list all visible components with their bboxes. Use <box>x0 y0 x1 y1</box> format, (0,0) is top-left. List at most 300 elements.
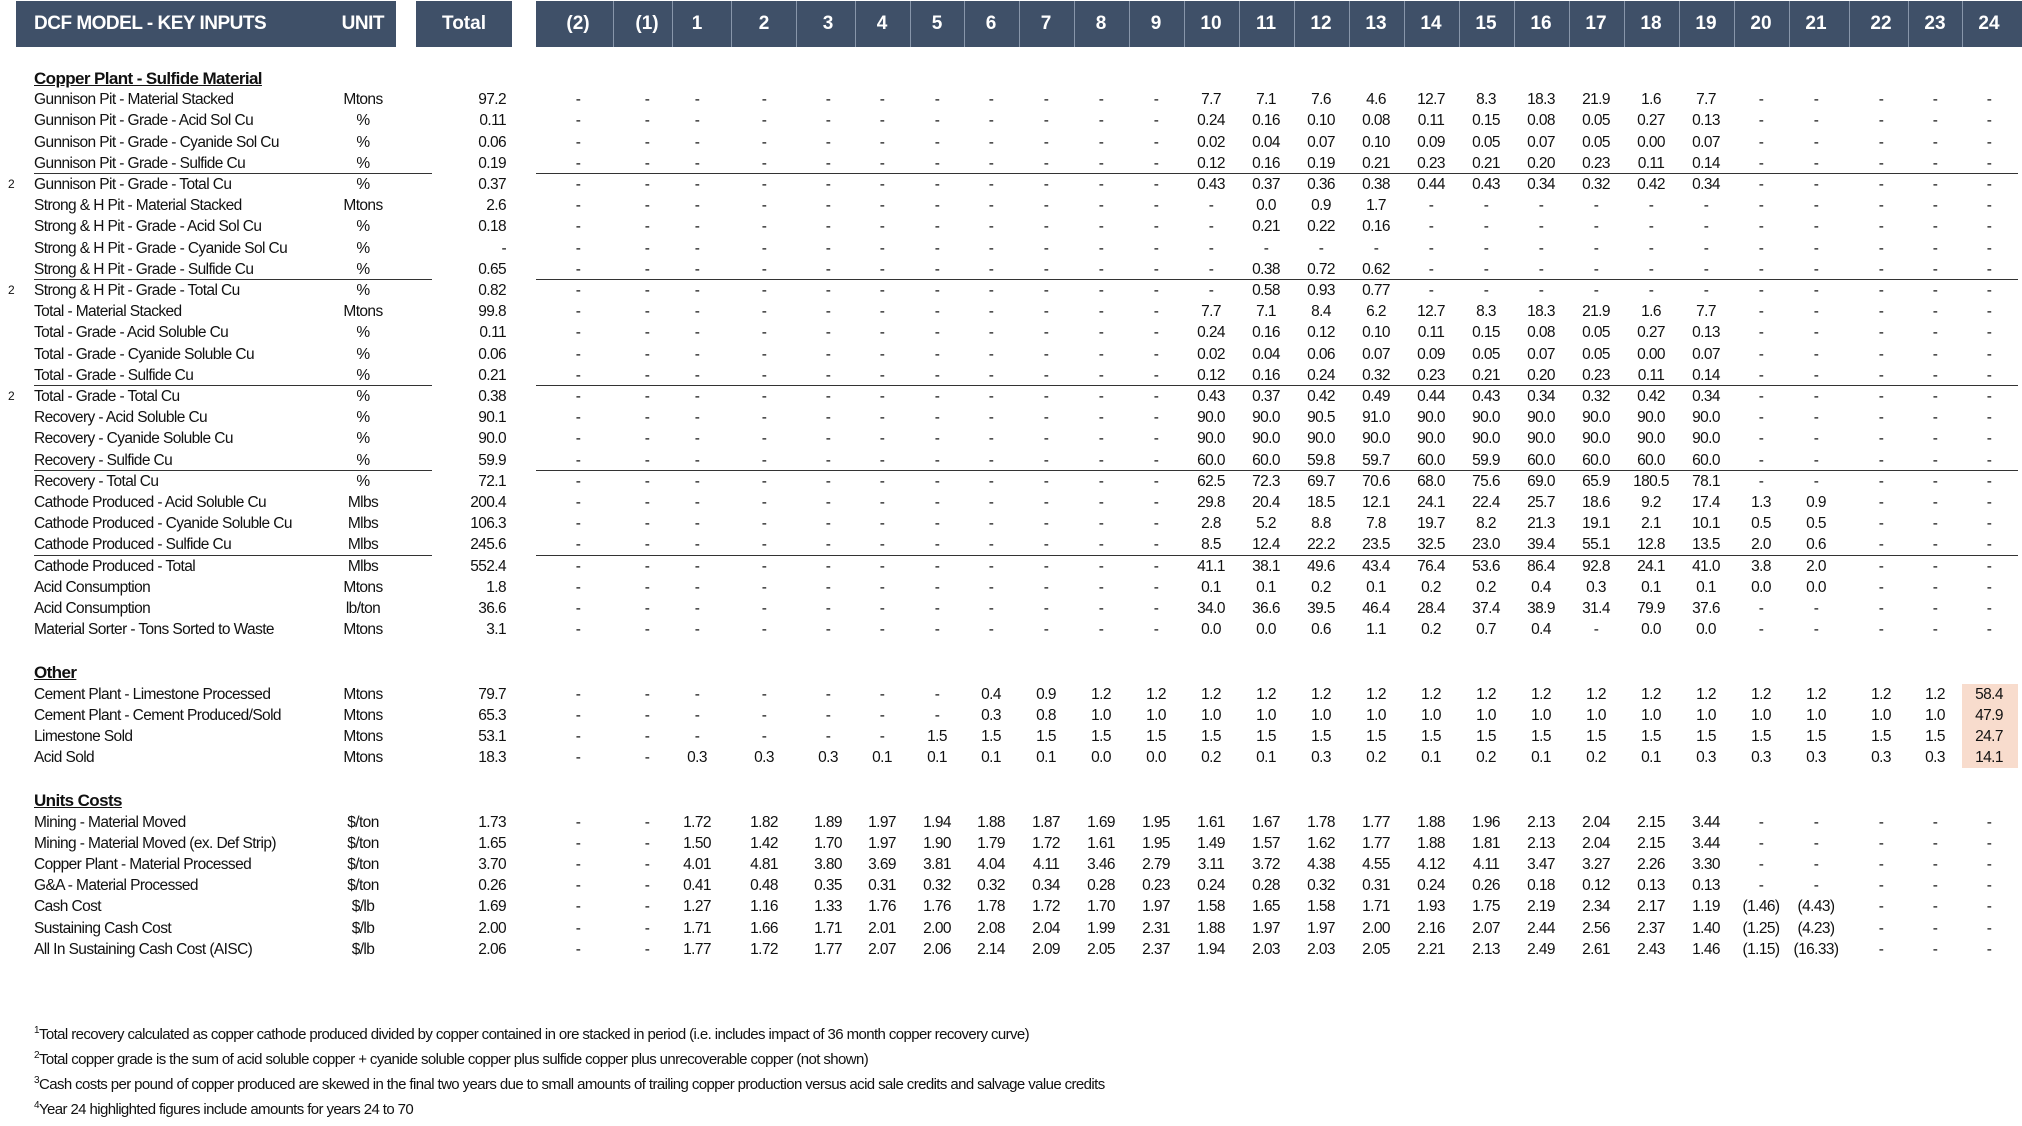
row-unit: % <box>356 451 370 469</box>
value-cell: 3.30 <box>1692 856 1720 873</box>
value-cell: - <box>825 621 831 639</box>
value-cell: - <box>879 621 885 639</box>
value-cell: 37.6 <box>1692 600 1720 617</box>
value-cell: - <box>1043 621 1049 639</box>
value-cell: 0.1 <box>1641 749 1661 767</box>
value-cell: 2.13 <box>1527 834 1555 852</box>
value-cell: - <box>1593 260 1599 278</box>
year-header-cell: 10 <box>1200 13 1222 34</box>
value-cell: - <box>1986 112 1992 130</box>
value-cell: 0.09 <box>1417 345 1445 363</box>
value-cell: - <box>1758 282 1764 299</box>
value-cell: - <box>761 494 767 511</box>
value-cell: 0.2 <box>1201 749 1221 767</box>
header-separator <box>1679 1 1680 47</box>
value-cell: - <box>761 239 767 257</box>
value-cell: - <box>1428 239 1434 257</box>
value-cell: 1.70 <box>1087 898 1115 916</box>
value-cell: 0.58 <box>1252 282 1280 299</box>
value-cell: 1.70 <box>814 834 842 852</box>
value-cell: - <box>1098 176 1104 193</box>
value-cell: - <box>1813 366 1819 384</box>
value-cell: - <box>988 218 994 236</box>
value-cell: 0.10 <box>1362 133 1390 151</box>
value-cell: - <box>1758 877 1764 895</box>
row-unit: Mtons <box>343 91 383 109</box>
value-cell: - <box>934 154 940 172</box>
value-cell: 2.05 <box>1087 940 1115 958</box>
footnote-text: Year 24 highlighted figures include amounts for years 24 to 70 <box>38 1101 414 1118</box>
row-total: 0.06 <box>478 133 506 151</box>
value-cell: 1.5 <box>1421 728 1441 745</box>
row-label: Gunnison Pit - Grade - Cyanide Sol Cu <box>34 133 279 151</box>
year-header-cell: 5 <box>931 13 943 34</box>
value-cell: - <box>575 112 581 130</box>
value-cell: 1.5 <box>1586 728 1606 745</box>
row-unit: lb/ton <box>345 600 381 617</box>
value-cell: - <box>644 133 650 151</box>
row-label: Total - Grade - Total Cu <box>34 388 180 405</box>
value-cell: - <box>1153 260 1159 278</box>
value-cell: 0.43 <box>1197 176 1225 193</box>
value-cell: - <box>694 218 700 236</box>
value-cell: - <box>1932 940 1938 958</box>
value-cell: 12.4 <box>1252 536 1280 554</box>
row-unit: Mtons <box>343 685 383 703</box>
value-cell: 0.1 <box>1641 578 1661 596</box>
value-cell: 1.77 <box>1362 813 1390 831</box>
value-cell: 4.11 <box>1032 856 1060 873</box>
value-cell: 2.14 <box>977 940 1005 958</box>
value-cell: - <box>1758 197 1764 215</box>
header-separator <box>1624 1 1625 47</box>
table-row <box>0 726 2022 747</box>
table-row <box>0 110 2022 131</box>
value-cell: 0.15 <box>1472 324 1500 342</box>
value-cell: - <box>879 451 885 469</box>
table-row <box>0 301 2022 322</box>
value-cell: 1.95 <box>1142 834 1170 852</box>
footnote-marker: 2 <box>8 177 15 191</box>
row-label: Total - Grade - Cyanide Soluble Cu <box>34 345 254 363</box>
value-cell: 1.2 <box>1806 685 1826 703</box>
value-cell: 53.6 <box>1472 557 1500 575</box>
value-cell: 0.12 <box>1582 877 1610 895</box>
value-cell: 0.02 <box>1197 345 1225 363</box>
value-cell: 2.37 <box>1637 919 1665 937</box>
value-cell: - <box>825 728 831 745</box>
value-cell: 90.0 <box>1637 409 1665 427</box>
year-header-cell: 9 <box>1150 13 1162 34</box>
value-cell: 2.44 <box>1527 919 1555 937</box>
value-cell: - <box>1932 856 1938 873</box>
value-cell: - <box>1878 621 1884 639</box>
value-cell: 1.76 <box>868 898 896 916</box>
value-cell: 0.20 <box>1527 154 1555 172</box>
value-cell: 1.2 <box>1421 685 1441 703</box>
value-cell: - <box>825 303 831 321</box>
value-cell: - <box>1098 600 1104 617</box>
value-cell: - <box>1153 621 1159 639</box>
value-cell: 2.15 <box>1637 813 1665 831</box>
value-cell: - <box>761 430 767 448</box>
value-cell: 1.77 <box>683 940 711 958</box>
value-cell: 0.32 <box>1582 176 1610 193</box>
header-title-bar <box>16 1 396 47</box>
value-cell: - <box>761 621 767 639</box>
value-cell: - <box>934 409 940 427</box>
value-cell: 1.5 <box>1531 728 1551 745</box>
value-cell: 0.24 <box>1417 877 1445 895</box>
row-unit: % <box>356 324 370 342</box>
table-row <box>0 556 2022 577</box>
value-cell: 0.3 <box>687 749 707 767</box>
value-cell: - <box>1932 898 1938 916</box>
value-cell: - <box>825 409 831 427</box>
row-total: 36.6 <box>478 600 506 617</box>
value-cell: - <box>1758 154 1764 172</box>
value-cell: - <box>1043 536 1049 554</box>
value-cell: 12.1 <box>1362 494 1390 511</box>
value-cell: 1.0 <box>1201 706 1221 724</box>
value-cell: - <box>1263 239 1269 257</box>
value-cell: - <box>934 239 940 257</box>
value-cell: 13.5 <box>1692 536 1720 554</box>
value-cell: 5.2 <box>1256 515 1276 533</box>
value-cell: - <box>825 578 831 596</box>
value-cell: - <box>1986 515 1992 533</box>
value-cell: 19.7 <box>1417 515 1445 533</box>
value-cell: - <box>879 600 885 617</box>
value-cell: - <box>1813 133 1819 151</box>
value-cell: - <box>1208 218 1214 236</box>
value-cell: 0.05 <box>1582 112 1610 130</box>
value-cell: - <box>1043 472 1049 490</box>
row-total: 0.26 <box>478 877 506 895</box>
value-cell: - <box>1758 133 1764 151</box>
table-row <box>0 492 2022 513</box>
value-cell: 1.94 <box>923 813 951 831</box>
value-cell: 0.8 <box>1036 706 1056 724</box>
value-cell: 4.11 <box>1472 856 1500 873</box>
value-cell: 2.08 <box>977 919 1005 937</box>
value-cell: - <box>1153 451 1159 469</box>
value-cell: 24.1 <box>1417 494 1445 511</box>
value-cell: - <box>1758 472 1764 490</box>
value-cell: 38.9 <box>1527 600 1555 617</box>
value-cell: - <box>575 218 581 236</box>
value-cell: - <box>1878 940 1884 958</box>
value-cell: 90.0 <box>1637 430 1665 448</box>
value-cell: - <box>1153 388 1159 405</box>
value-cell: - <box>879 260 885 278</box>
row-unit: $/ton <box>347 813 379 831</box>
page-title: DCF MODEL - KEY INPUTS <box>34 13 267 34</box>
table-row <box>0 132 2022 153</box>
value-cell: - <box>575 557 581 575</box>
value-cell: - <box>761 345 767 363</box>
value-cell: 0.43 <box>1197 388 1225 405</box>
value-cell: - <box>1932 919 1938 937</box>
value-cell: - <box>988 154 994 172</box>
value-cell: - <box>825 557 831 575</box>
value-cell: - <box>879 282 885 299</box>
value-cell: 0.2 <box>1476 578 1496 596</box>
value-cell: - <box>1593 239 1599 257</box>
value-cell: 1.49 <box>1197 834 1225 852</box>
value-cell: - <box>761 282 767 299</box>
value-cell: - <box>1153 494 1159 511</box>
table-row <box>0 534 2022 555</box>
value-cell: 3.44 <box>1692 834 1720 852</box>
value-cell: - <box>644 494 650 511</box>
value-cell: - <box>1878 856 1884 873</box>
table-row <box>0 259 2022 280</box>
row-total: 2.6 <box>486 197 506 215</box>
value-cell: 90.0 <box>1252 409 1280 427</box>
value-cell: - <box>879 388 885 405</box>
value-cell: 4.12 <box>1417 856 1445 873</box>
value-cell: 1.2 <box>1641 685 1661 703</box>
value-cell: - <box>1153 176 1159 193</box>
value-cell: 47.9 <box>1975 706 2003 724</box>
value-cell: 3.69 <box>868 856 896 873</box>
value-cell: 37.4 <box>1472 600 1500 617</box>
row-total: 18.3 <box>478 749 506 767</box>
value-cell: - <box>1758 303 1764 321</box>
value-cell: - <box>1932 557 1938 575</box>
value-cell: 0.3 <box>1806 749 1826 767</box>
value-cell: 1.5 <box>1476 728 1496 745</box>
value-cell: - <box>825 260 831 278</box>
value-cell: - <box>761 260 767 278</box>
value-cell: 8.4 <box>1311 303 1331 321</box>
table-row <box>0 619 2022 640</box>
value-cell: 4.01 <box>683 856 711 873</box>
value-cell: 1.88 <box>1417 834 1445 852</box>
value-cell: 60.0 <box>1637 451 1665 469</box>
row-unit: % <box>356 282 370 299</box>
value-cell: 8.2 <box>1476 515 1496 533</box>
value-cell: 72.3 <box>1252 472 1280 490</box>
value-cell: 1.61 <box>1197 813 1225 831</box>
value-cell: - <box>1043 430 1049 448</box>
value-cell: 2.00 <box>1362 919 1390 937</box>
value-cell: 86.4 <box>1527 557 1555 575</box>
value-cell: - <box>761 451 767 469</box>
value-cell: - <box>825 430 831 448</box>
value-cell: 1.72 <box>750 940 778 958</box>
value-cell: 1.2 <box>1256 685 1276 703</box>
value-cell: 0.10 <box>1362 324 1390 342</box>
value-cell: 1.0 <box>1586 706 1606 724</box>
value-cell: - <box>1986 388 1992 405</box>
value-cell: 1.75 <box>1472 898 1500 916</box>
value-cell: - <box>761 600 767 617</box>
value-cell: - <box>1153 578 1159 596</box>
value-cell: - <box>575 409 581 427</box>
value-cell: 38.1 <box>1252 557 1280 575</box>
value-cell: 32.5 <box>1417 536 1445 554</box>
value-cell: - <box>1043 409 1049 427</box>
value-cell: 0.15 <box>1472 112 1500 130</box>
value-cell: 0.3 <box>1696 749 1716 767</box>
value-cell: - <box>1758 239 1764 257</box>
year-header-cell: 21 <box>1805 13 1827 34</box>
value-cell: - <box>1483 218 1489 236</box>
value-cell: - <box>1932 91 1938 109</box>
row-unit: % <box>356 176 370 193</box>
value-cell: 59.8 <box>1307 451 1335 469</box>
value-cell: - <box>1813 218 1819 236</box>
value-cell: - <box>1098 260 1104 278</box>
value-cell: - <box>934 621 940 639</box>
value-cell: - <box>879 685 885 703</box>
value-cell: - <box>1758 388 1764 405</box>
value-cell: - <box>644 749 650 767</box>
value-cell: 0.0 <box>1806 578 1826 596</box>
value-cell: - <box>694 388 700 405</box>
value-cell: - <box>1813 834 1819 852</box>
footnote-text: Cash costs per pound of copper produced are skewed in the final two years due to small amounts of trailing copper production versus acid sale credits and salvage value credits <box>38 1076 1105 1093</box>
header-separator <box>1019 1 1020 47</box>
footnote-number: 1 <box>34 1025 39 1036</box>
value-cell: - <box>988 282 994 299</box>
row-unit: Mtons <box>343 706 383 724</box>
footnote-number: 2 <box>34 1050 39 1061</box>
value-cell: - <box>1813 154 1819 172</box>
value-cell: 8.8 <box>1311 515 1331 533</box>
value-cell: - <box>575 728 581 745</box>
value-cell: - <box>825 282 831 299</box>
value-cell: 60.0 <box>1417 451 1445 469</box>
row-unit: % <box>356 112 370 130</box>
value-cell: 0.62 <box>1362 260 1390 278</box>
value-cell: - <box>1208 197 1214 215</box>
value-cell: - <box>934 494 940 511</box>
value-cell: 0.3 <box>981 706 1001 724</box>
header-separator <box>672 1 673 47</box>
value-cell: - <box>694 154 700 172</box>
value-cell: - <box>934 197 940 215</box>
value-cell: 58.4 <box>1975 685 2003 703</box>
value-cell: - <box>694 366 700 384</box>
value-cell: 1.5 <box>1146 728 1166 745</box>
value-cell: 0.28 <box>1087 877 1115 895</box>
value-cell: - <box>644 388 650 405</box>
value-cell: - <box>934 176 940 193</box>
value-cell: - <box>988 345 994 363</box>
value-cell: - <box>1813 813 1819 831</box>
value-cell: 90.0 <box>1197 409 1225 427</box>
value-cell: 55.1 <box>1582 536 1610 554</box>
row-label: Copper Plant - Material Processed <box>34 856 252 873</box>
value-cell: - <box>934 260 940 278</box>
value-cell: 1.5 <box>1201 728 1221 745</box>
value-cell: - <box>575 877 581 895</box>
row-unit: $/ton <box>347 856 379 873</box>
row-unit: % <box>356 345 370 363</box>
value-cell: 2.0 <box>1751 536 1771 554</box>
value-cell: - <box>934 557 940 575</box>
value-cell: - <box>694 685 700 703</box>
value-cell: - <box>1043 260 1049 278</box>
value-cell: - <box>1878 239 1884 257</box>
value-cell: - <box>1593 197 1599 215</box>
value-cell: - <box>1758 856 1764 873</box>
value-cell: 0.3 <box>1925 749 1945 767</box>
value-cell: - <box>934 218 940 236</box>
value-cell: - <box>1986 176 1992 193</box>
value-cell: - <box>1986 813 1992 831</box>
value-cell: - <box>879 218 885 236</box>
value-cell: - <box>1098 451 1104 469</box>
value-cell: 0.23 <box>1582 154 1610 172</box>
value-cell: 90.0 <box>1527 409 1555 427</box>
value-cell: - <box>1813 621 1819 639</box>
value-cell: 0.49 <box>1362 388 1390 405</box>
value-cell: 1.1 <box>1366 621 1386 639</box>
value-cell: 1.2 <box>1531 685 1551 703</box>
value-cell: - <box>879 430 885 448</box>
value-cell: 0.2 <box>1421 578 1441 596</box>
value-cell: 1.0 <box>1091 706 1111 724</box>
value-cell: 1.88 <box>1197 919 1225 937</box>
value-cell: (16.33) <box>1793 940 1839 958</box>
value-cell: 0.11 <box>1637 154 1665 172</box>
value-cell: - <box>988 600 994 617</box>
value-cell: 21.9 <box>1582 303 1610 321</box>
footnote-text: Total copper grade is the sum of acid soluble copper + cyanide soluble copper plus sulfide copper plus unrecoverable copper (not shown) <box>38 1051 869 1068</box>
value-cell: - <box>694 409 700 427</box>
header-separator <box>964 1 965 47</box>
value-cell: - <box>825 600 831 617</box>
value-cell: - <box>1932 834 1938 852</box>
header-separator <box>613 1 614 47</box>
value-cell: - <box>1593 282 1599 299</box>
value-cell: 1.76 <box>923 898 951 916</box>
value-cell: - <box>988 472 994 490</box>
value-cell: 0.32 <box>1307 877 1335 895</box>
value-cell: 1.40 <box>1692 919 1720 937</box>
value-cell: 1.97 <box>1307 919 1335 937</box>
value-cell: - <box>1932 536 1938 554</box>
value-cell: 1.27 <box>683 898 711 916</box>
value-cell: 0.23 <box>1417 154 1445 172</box>
value-cell: - <box>1043 388 1049 405</box>
value-cell: - <box>1813 430 1819 448</box>
value-cell: 7.7 <box>1696 303 1716 321</box>
row-unit: $/lb <box>351 898 375 916</box>
value-cell: - <box>1878 282 1884 299</box>
value-cell: 1.6 <box>1641 303 1661 321</box>
value-cell: - <box>1813 472 1819 490</box>
value-cell: 2.19 <box>1527 898 1555 916</box>
row-total: 0.06 <box>478 345 506 363</box>
value-cell: - <box>1043 282 1049 299</box>
value-cell: - <box>1098 430 1104 448</box>
value-cell: - <box>1758 218 1764 236</box>
row-unit: Mtons <box>343 621 383 639</box>
header-separator <box>1789 1 1790 47</box>
header-separator <box>1514 1 1515 47</box>
value-cell: - <box>644 877 650 895</box>
value-cell: - <box>825 536 831 554</box>
value-cell: - <box>879 133 885 151</box>
value-cell: 24.7 <box>1975 728 2003 745</box>
value-cell: - <box>1043 366 1049 384</box>
value-cell: 1.88 <box>977 813 1005 831</box>
